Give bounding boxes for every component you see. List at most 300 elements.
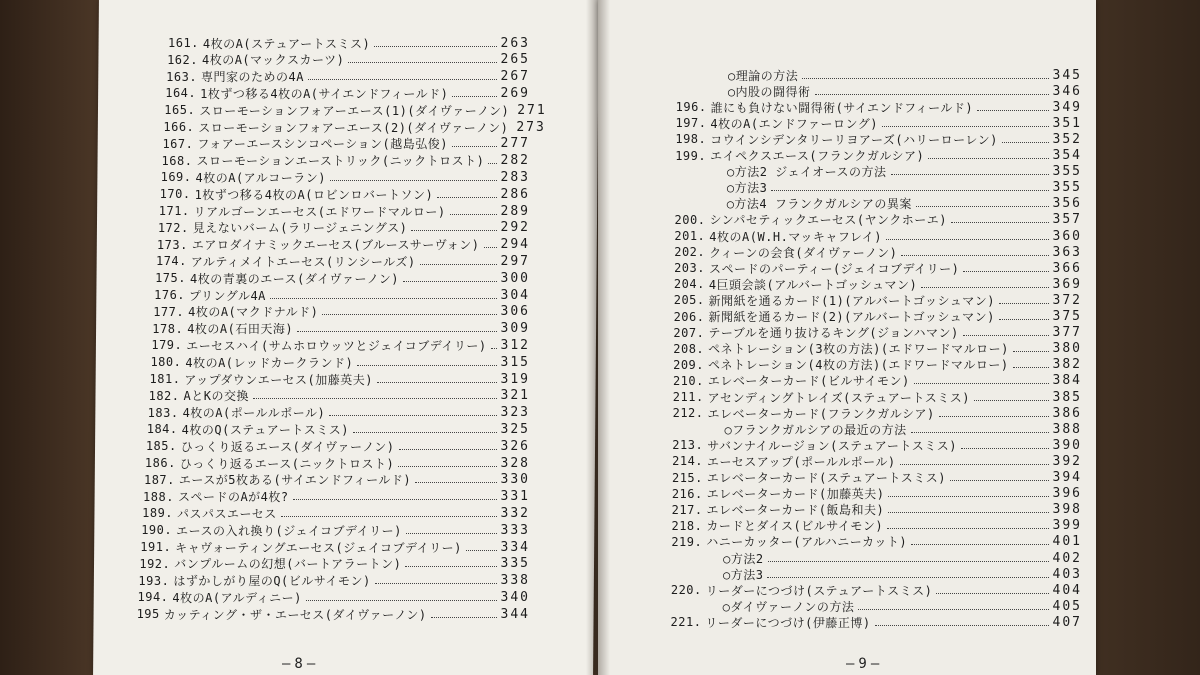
entry-number: 199. <box>675 148 707 163</box>
entry-page-number: 357 <box>1052 212 1082 228</box>
entry-number: 161. <box>168 36 199 50</box>
dot-leader <box>999 303 1049 304</box>
entry-page-number: 273 <box>516 119 546 135</box>
entry-page-number: 403 <box>1052 566 1082 582</box>
entry-title: スペードのパーティー(ジェイコブデイリー) <box>708 261 960 276</box>
toc-entry <box>162 152 530 170</box>
dot-leader <box>1013 367 1049 368</box>
entry-number: 183. <box>147 405 179 420</box>
entry-page-number: 331 <box>500 489 530 505</box>
entry-title: カッティング・ザ・エーセス(ダイヴァーノン) <box>163 607 427 622</box>
entry-number: 185. <box>145 439 177 454</box>
entry-title: リーダーにつづけ(伊藤正博) <box>705 615 871 630</box>
entry-number: 219. <box>671 534 703 549</box>
entry-title: サバンナイルージョン(ステュアートスミス) <box>707 438 958 453</box>
entry-number: 202. <box>674 245 706 260</box>
toc-entry <box>161 168 530 186</box>
entry-page-number: 340 <box>500 589 530 605</box>
entry-page-number: 355 <box>1052 164 1082 180</box>
entry-number: 218. <box>671 518 703 533</box>
dot-leader <box>771 190 1048 191</box>
dot-leader <box>420 264 497 265</box>
dot-leader <box>887 528 1048 529</box>
entry-page-number: 269 <box>500 85 530 101</box>
dot-leader <box>353 432 497 433</box>
entry-number: 220. <box>670 583 702 598</box>
entry-number: 197. <box>675 116 707 131</box>
toc-entry <box>167 51 530 69</box>
entry-page-number: 377 <box>1052 325 1082 341</box>
dot-leader <box>911 544 1048 545</box>
dot-leader <box>963 271 1048 272</box>
entry-number: 165. <box>164 103 196 118</box>
toc-entry <box>164 101 547 119</box>
entry-page-number: 309 <box>500 321 530 337</box>
entry-number: 171. <box>158 204 190 218</box>
dot-leader <box>901 255 1048 256</box>
dot-leader <box>329 415 496 416</box>
left-page-number: —8— <box>282 656 320 672</box>
dot-leader <box>900 464 1049 465</box>
entry-title: コウインシデンタリーリヨアーズ(ハリーローレン) <box>710 132 998 147</box>
toc-entry <box>162 135 530 153</box>
entry-page-number: 388 <box>1052 421 1082 437</box>
entry-number: 187. <box>143 472 175 487</box>
dot-leader <box>322 314 496 315</box>
entry-title: エーセスハイ(サムホロウッツとジェイコブデイリー) <box>186 338 487 353</box>
entry-title: エアロダイナミックエーセス(ブルースサーヴォン) <box>191 238 480 253</box>
entry-title: 新聞紙を通るカード(1)(アルバートゴッシュマン) <box>708 293 995 308</box>
entry-page-number: 394 <box>1052 470 1082 485</box>
dot-leader <box>891 174 1049 175</box>
toc-entry <box>150 370 530 388</box>
dot-leader <box>939 416 1049 417</box>
dot-leader <box>491 348 497 349</box>
dot-leader <box>374 46 496 47</box>
entry-number: 205. <box>673 293 705 308</box>
entry-page-number: 289 <box>500 203 530 219</box>
entry-page-number: 304 <box>500 287 530 303</box>
dot-leader <box>888 496 1048 497</box>
entry-title: 4枚のA(マックスカーツ) <box>201 53 345 68</box>
dot-leader <box>999 319 1049 320</box>
dot-leader <box>415 482 496 483</box>
dot-leader <box>406 533 497 534</box>
toc-entry <box>671 613 1082 631</box>
entry-number: 192. <box>139 556 171 571</box>
toc-entry <box>157 236 530 254</box>
entry-page-number: 360 <box>1052 228 1082 244</box>
entry-page-number: 401 <box>1052 534 1082 550</box>
entry-number: 194. <box>137 590 169 605</box>
dot-leader <box>974 400 1048 401</box>
entry-page-number: 407 <box>1052 614 1082 630</box>
toc-entry <box>147 420 530 438</box>
entry-number: 210. <box>672 373 704 388</box>
entry-title: 4枚のA(レッドカークランド) <box>185 355 354 370</box>
entry-page-number: 382 <box>1052 357 1082 373</box>
dot-leader <box>399 449 497 450</box>
toc-entry <box>149 387 530 405</box>
entry-title: ○ダイヴァーノンの方法 <box>722 599 855 614</box>
dot-leader <box>437 197 496 198</box>
book-gutter <box>586 0 610 675</box>
entry-page-number: 405 <box>1052 598 1082 614</box>
entry-number: 217. <box>671 502 703 517</box>
entry-title: ○方法4 フランクガルシアの異案 <box>726 197 912 212</box>
dot-leader <box>398 466 496 467</box>
entry-title: ○フランクガルシアの最近の方法 <box>724 422 907 437</box>
entry-page-number: 396 <box>1052 486 1082 502</box>
dot-leader <box>888 512 1048 513</box>
entry-number: 196. <box>675 100 707 115</box>
toc-entry <box>154 286 530 304</box>
entry-title: リアルゴーンエーセス(エドワードマルロー) <box>193 204 446 219</box>
toc-entry <box>148 404 530 422</box>
entry-title: アップダウンエーセス(加藤英夫) <box>184 372 373 387</box>
entry-title: アルティメイトエーセス(リンシールズ) <box>190 254 416 269</box>
entry-title: ○方法3 <box>723 567 764 582</box>
entry-title: ひっくり返るエース(ダイヴァーノン) <box>180 439 395 454</box>
entry-number: 212. <box>672 406 704 421</box>
toc-entry <box>139 555 530 573</box>
entry-title: ○理論の方法 <box>728 68 799 83</box>
dot-leader <box>293 499 497 500</box>
dot-leader <box>815 94 1049 95</box>
entry-page-number: 265 <box>500 52 530 68</box>
entry-page-number: 355 <box>1052 180 1082 196</box>
dot-leader <box>977 110 1048 111</box>
toc-entry <box>137 605 530 623</box>
toc-entry <box>151 336 530 354</box>
entry-page-number: 321 <box>500 388 530 404</box>
entry-page-number: 306 <box>500 304 530 320</box>
entry-title: 見えないバーム(ラリージェニングス) <box>192 221 408 236</box>
entry-page-number: 328 <box>500 455 530 471</box>
dot-leader <box>377 382 497 383</box>
dot-leader <box>306 600 497 601</box>
entry-title: バンプルームの幻想(バートアラートン) <box>174 557 402 572</box>
entry-title: 4枚のQ(ステュアートスミス) <box>181 422 349 437</box>
entry-title: 1枚ずつ移る4枚のA(ロビンロバートソン) <box>194 187 434 202</box>
entry-title: エースが5枚ある(サイエンドフィールド) <box>178 473 412 488</box>
entry-number: 174. <box>155 254 187 269</box>
entry-number: 216. <box>671 486 703 501</box>
entry-title: ペネトレーション(3枚の方法)(エドワードマルロー) <box>708 342 1009 357</box>
entry-number: 215. <box>671 470 703 485</box>
dot-leader <box>452 146 497 147</box>
entry-number: 176. <box>154 288 186 302</box>
entry-page-number: 346 <box>1052 83 1082 99</box>
entry-title: ○内股の闘得術 <box>727 84 811 99</box>
entry-page-number: 286 <box>500 186 530 202</box>
entry-title: 専門家のための4A <box>201 70 304 85</box>
entry-number: 189. <box>142 506 174 521</box>
entry-number: 168. <box>161 153 193 168</box>
dot-leader <box>488 163 496 164</box>
right-page-number: —9— <box>846 656 884 672</box>
dot-leader <box>405 566 496 567</box>
entry-title: キャヴォーティングエーセス(ジェイコブデイリー) <box>175 540 462 555</box>
entry-page-number: 392 <box>1052 453 1082 469</box>
dot-leader <box>270 298 497 299</box>
entry-number: 188. <box>143 489 174 504</box>
entry-page-number: 352 <box>1052 131 1082 147</box>
dot-leader <box>411 230 496 231</box>
dot-leader <box>875 625 1049 626</box>
entry-title: パスパスエーセス <box>177 506 277 521</box>
entry-number: 167. <box>162 136 194 151</box>
entry-number: 195 <box>136 607 160 622</box>
dot-leader <box>281 516 497 517</box>
entry-title: AとKの交換 <box>183 389 249 404</box>
entry-page-number: 333 <box>500 522 530 538</box>
entry-page-number: 356 <box>1052 196 1082 212</box>
entry-page-number: 404 <box>1052 582 1082 598</box>
entry-page-number: 369 <box>1052 276 1082 292</box>
toc-entry <box>150 353 530 371</box>
entry-title: スローモーションフォアーエース(2)(ダイヴァーノン) <box>198 120 509 135</box>
entry-page-number: 292 <box>500 220 530 236</box>
entry-page-number: 325 <box>500 421 530 437</box>
entry-number: 209. <box>673 357 704 372</box>
entry-page-number: 283 <box>500 169 530 185</box>
entry-title: フォアーエースシンコペーション(越島弘俊) <box>197 137 448 152</box>
entry-number: 208. <box>673 341 705 356</box>
entry-page-number: 402 <box>1052 550 1082 566</box>
dot-leader <box>921 287 1048 288</box>
entry-page-number: 375 <box>1052 309 1082 324</box>
dot-leader <box>858 609 1048 610</box>
entry-page-number: 344 <box>500 606 530 622</box>
entry-number: 211. <box>672 390 704 404</box>
entry-page-number: 386 <box>1052 405 1082 421</box>
toc-entry <box>143 488 530 506</box>
entry-number: 184. <box>146 422 178 437</box>
entry-page-number: 363 <box>1052 244 1082 260</box>
entry-page-number: 335 <box>500 556 530 572</box>
entry-page-number: 297 <box>500 253 530 269</box>
dot-leader <box>450 214 497 215</box>
entry-page-number: 398 <box>1052 502 1082 518</box>
entry-number: 179. <box>151 338 183 353</box>
entry-title: ○方法2 ジェイオースの方法 <box>727 165 887 180</box>
entry-title: 4枚のA(エンドファーロング) <box>710 116 878 131</box>
entry-title: ○方法2 <box>723 551 764 566</box>
toc-entry <box>153 303 530 321</box>
entry-number: 207. <box>673 325 705 340</box>
entry-page-number: 312 <box>500 337 530 353</box>
entry-page-number: 338 <box>500 573 530 589</box>
toc-entry <box>166 68 530 86</box>
entry-title: エレベーターカード(加藤英夫) <box>706 487 885 502</box>
dot-leader <box>253 398 497 399</box>
entry-title: ハニーカッター(アルハニーカット) <box>706 535 908 550</box>
dot-leader <box>882 126 1049 127</box>
entry-number: 178. <box>152 321 184 336</box>
dot-leader <box>330 180 497 181</box>
entry-number: 204. <box>673 277 705 292</box>
entry-page-number: 390 <box>1052 437 1082 453</box>
entry-number: 163. <box>166 69 198 84</box>
dot-leader <box>963 335 1049 336</box>
toc-entry <box>160 185 530 203</box>
toc-entry <box>145 454 530 472</box>
entry-title: エレベーターカード(フランクガルシア) <box>707 406 935 421</box>
entry-page-number: 385 <box>1052 389 1082 405</box>
dot-leader <box>914 383 1049 384</box>
toc-entry <box>140 538 530 556</box>
entry-number: 191. <box>140 540 172 554</box>
entry-page-number: 330 <box>500 472 530 488</box>
dot-leader <box>431 617 497 618</box>
dot-leader <box>375 583 497 584</box>
entry-number: 214. <box>672 454 704 469</box>
entry-title: リーダーにつづけ(ステュアートスミス) <box>705 583 933 598</box>
entry-number: 172. <box>157 220 189 235</box>
entry-title: エレベーターカード(ビルサイモン) <box>707 374 910 389</box>
entry-number: 221. <box>670 615 702 630</box>
dot-leader <box>348 62 496 63</box>
entry-number: 186. <box>144 456 176 470</box>
dot-leader <box>767 577 1048 578</box>
entry-title: 4枚のA(ステュアートスミス) <box>202 36 371 51</box>
entry-page-number: 334 <box>500 539 530 555</box>
entry-title: エーセスアップ(ポールルポール) <box>707 454 896 469</box>
dot-leader <box>452 96 496 97</box>
entry-number: 175. <box>155 271 186 286</box>
dot-leader <box>936 593 1048 594</box>
toc-entry <box>168 34 530 52</box>
dot-leader <box>403 281 497 282</box>
entry-number: 164. <box>165 86 197 101</box>
entry-title: エレベーターカード(ステュアートスミス) <box>706 471 947 485</box>
toc-entry <box>163 118 546 136</box>
toc-entry <box>138 588 530 606</box>
entry-number: 181. <box>149 372 181 386</box>
entry-page-number: 372 <box>1052 292 1082 308</box>
entry-page-number: 366 <box>1052 260 1082 276</box>
entry-title: 4枚のA(W.H.マッキャフレイ) <box>709 229 883 244</box>
entry-page-number: 271 <box>517 102 547 118</box>
entry-number: 180. <box>150 355 182 370</box>
toc-entry <box>156 252 530 270</box>
entry-number: 169. <box>160 170 192 185</box>
toc-entry <box>144 471 530 489</box>
entry-number: 193. <box>138 573 170 588</box>
entry-title: 4枚のA(石田天海) <box>187 322 294 337</box>
entry-page-number: 300 <box>500 270 530 286</box>
toc-entry <box>138 572 530 590</box>
entry-number: 162. <box>167 52 198 67</box>
entry-title: ○方法3 <box>726 181 768 196</box>
dot-leader <box>951 222 1049 223</box>
entry-title: プリングル4A <box>189 288 266 303</box>
entry-title: エースの入れ換り(ジェイコブデイリー) <box>176 523 402 538</box>
entry-page-number: 326 <box>500 438 530 454</box>
entry-page-number: 277 <box>500 136 530 152</box>
entry-number: 200. <box>674 212 706 227</box>
toc-entry <box>158 219 530 237</box>
entry-title: アセンディングトレイズ(ステュアートスミス) <box>707 390 971 405</box>
entry-title: テーブルを通り抜けるキング(ジョンハマン) <box>708 326 959 341</box>
entry-title: 4枚のA(ポールルポール) <box>182 406 326 421</box>
dot-leader <box>961 448 1048 449</box>
entry-page-number: 294 <box>500 237 530 253</box>
dot-leader <box>916 206 1049 207</box>
entry-page-number: 384 <box>1052 373 1082 389</box>
dot-leader <box>1013 351 1049 352</box>
entry-page-number: 315 <box>500 354 530 370</box>
entry-title: 新聞紙を通るカード(2)(アルバートゴッシュマン) <box>708 310 995 324</box>
dot-leader <box>768 561 1049 562</box>
entry-title: スペードのAが4枚? <box>177 490 289 505</box>
entry-title: 誰にも負けない闘得術(サイエンドフィールド) <box>710 100 974 115</box>
entry-page-number: 267 <box>500 69 530 85</box>
dot-leader <box>950 480 1048 481</box>
entry-number: 177. <box>153 304 185 319</box>
toc-entry <box>155 269 530 287</box>
dot-leader <box>297 331 496 332</box>
entry-number: 166. <box>163 120 195 134</box>
entry-page-number: 323 <box>500 405 530 421</box>
dot-leader <box>484 247 497 248</box>
dot-leader <box>357 365 496 366</box>
entry-title: 4枚のA(マクドナルド) <box>188 305 319 320</box>
toc-entry <box>165 84 530 102</box>
entry-number: 182. <box>148 388 180 403</box>
entry-page-number: 354 <box>1052 148 1082 163</box>
entry-number: 190. <box>141 523 173 538</box>
entry-page-number: 263 <box>500 35 530 51</box>
entry-page-number: 349 <box>1052 99 1082 115</box>
entry-title: カードとダイス(ビルサイモン) <box>706 519 884 534</box>
entry-number: 173. <box>156 237 188 252</box>
entry-title: クィーンの会食(ダイヴァーノン) <box>709 245 898 260</box>
entry-page-number: 380 <box>1052 341 1082 357</box>
entry-title: 4枚のA(アルディニー) <box>172 590 302 605</box>
toc-entry <box>152 320 530 338</box>
entry-title: シンパセティックエーセス(ヤンクホーエ) <box>709 213 947 228</box>
entry-title: はずかしがり屋のQ(ビルサイモン) <box>173 574 371 589</box>
entry-title: 1枚ずつ移る4枚のA(サイエンドフィールド) <box>200 86 449 101</box>
entry-page-number: 332 <box>500 505 530 521</box>
entry-title: 4枚のA(アルコーラン) <box>195 170 326 185</box>
entry-page-number: 399 <box>1052 518 1082 534</box>
dot-leader <box>928 158 1048 159</box>
toc-entry <box>142 504 530 522</box>
entry-title: エレベーターカード(飯島和夫) <box>706 503 885 518</box>
dot-leader <box>1002 142 1049 143</box>
toc-entry <box>159 202 530 220</box>
entry-page-number: 282 <box>500 153 530 169</box>
entry-page-number: 319 <box>500 371 530 387</box>
entry-title: ひっくり返るエース(ニックトロスト) <box>179 456 395 471</box>
entry-number: 201. <box>674 229 706 243</box>
dot-leader <box>466 550 497 551</box>
toc-entry <box>141 521 530 539</box>
dot-leader <box>802 78 1048 79</box>
entry-title: ペネトレーション(4枚の方法)(エドワードマルロー) <box>708 358 1009 373</box>
entry-number: 213. <box>672 438 704 453</box>
entry-page-number: 351 <box>1052 115 1082 131</box>
entry-number: 206. <box>673 309 705 324</box>
toc-entry <box>146 437 530 455</box>
dot-leader <box>886 239 1048 240</box>
entry-title: 4枚の青裏のエース(ダイヴァーノン) <box>189 271 399 286</box>
entry-page-number: 345 <box>1052 67 1082 83</box>
entry-number: 203. <box>674 261 705 276</box>
